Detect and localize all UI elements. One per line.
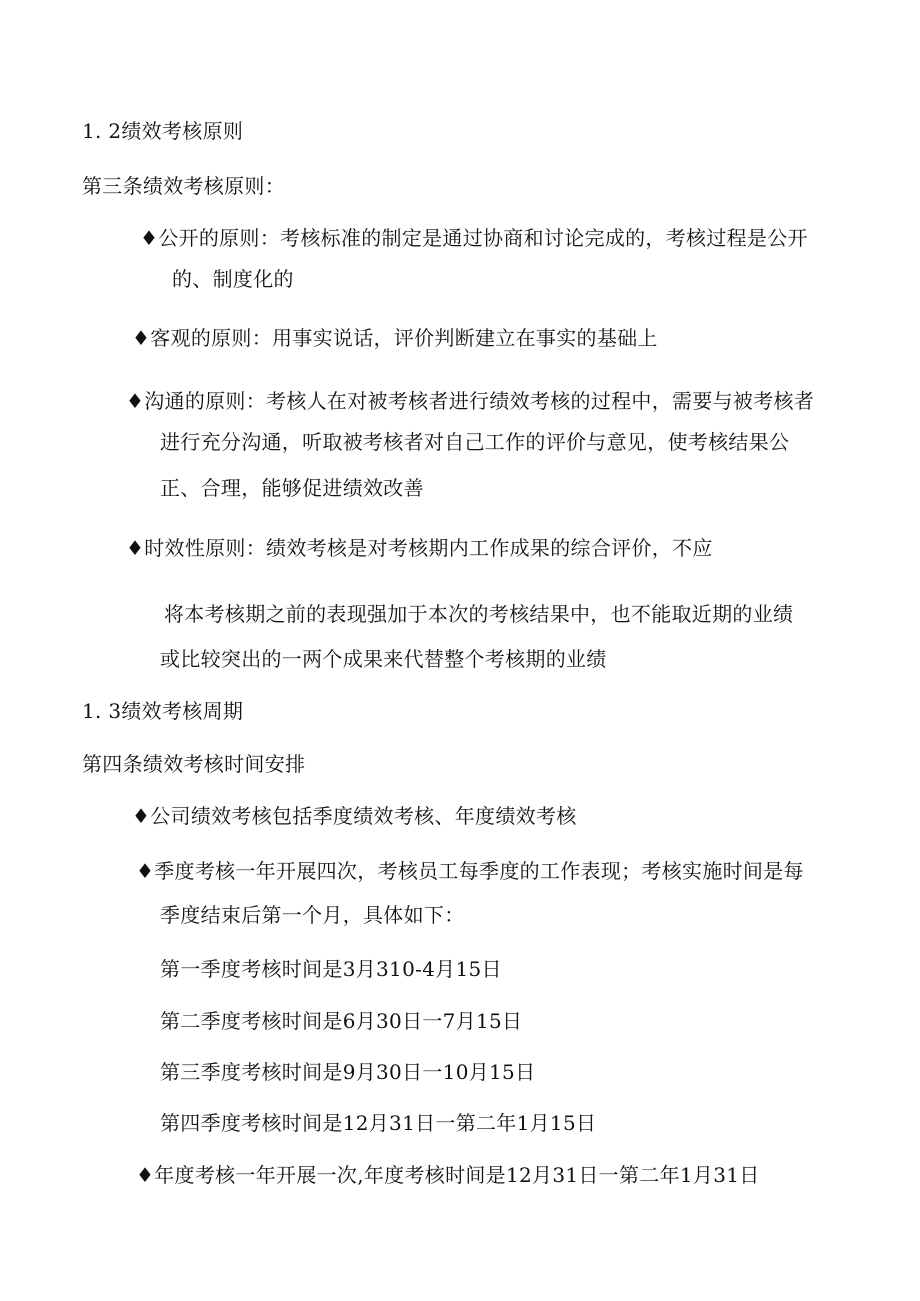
quarter-4-schedule: 第四季度考核时间是12月31日一第二年1月15日 [160, 1111, 597, 1135]
section-heading-1-2: 1. 2绩效考核原则 [82, 119, 244, 143]
principle-communication-line2: 进行充分沟通，听取被考核者对自己工作的评价与意见，使考核结果公 [160, 430, 790, 454]
principle-timeliness-line1: ♦时效性原则：绩效考核是对考核期内工作成果的综合评价，不应 [126, 536, 713, 560]
principle-timeliness-line2: 将本考核期之前的表现强加于本次的考核结果中，也不能取近期的业绩 [164, 602, 794, 626]
principle-objective: ♦客观的原则：用事实说话，评价判断建立在事实的基础上 [132, 326, 658, 350]
principle-open-line1: ♦公开的原则：考核标准的制定是通过协商和讨论完成的，考核过程是公开 [140, 226, 808, 250]
quarterly-appraisal-line2: 季度结束后第一个月，具体如下： [160, 903, 465, 927]
principle-communication-line1: ♦沟通的原则：考核人在对被考核者进行绩效考核的过程中，需要与被考核者 [126, 389, 815, 413]
quarterly-appraisal-line1: ♦季度考核一年开展四次，考核员工每季度的工作表现；考核实施时间是每 [136, 859, 804, 883]
principle-open-line2: 的、制度化的 [172, 267, 294, 291]
principle-timeliness-line3: 或比较突出的一两个成果来代替整个考核期的业绩 [160, 647, 607, 671]
quarter-1-schedule: 第一季度考核时间是3月310-4月15日 [160, 957, 502, 981]
section-heading-1-3: 1. 3绩效考核周期 [82, 699, 244, 723]
annual-appraisal: ♦年度考核一年开展一次,年度考核时间是12月31日一第二年1月31日 [136, 1163, 760, 1187]
article-3-title: 第三条绩效考核原则： [82, 174, 285, 198]
quarter-3-schedule: 第三季度考核时间是9月30日一10月15日 [160, 1060, 536, 1084]
article-4-title: 第四条绩效考核时间安排 [82, 752, 306, 776]
quarter-2-schedule: 第二季度考核时间是6月30日一7月15日 [160, 1009, 523, 1033]
appraisal-types: ♦公司绩效考核包括季度绩效考核、年度绩效考核 [132, 804, 577, 828]
principle-communication-line3: 正、合理，能够促进绩效改善 [160, 476, 424, 500]
